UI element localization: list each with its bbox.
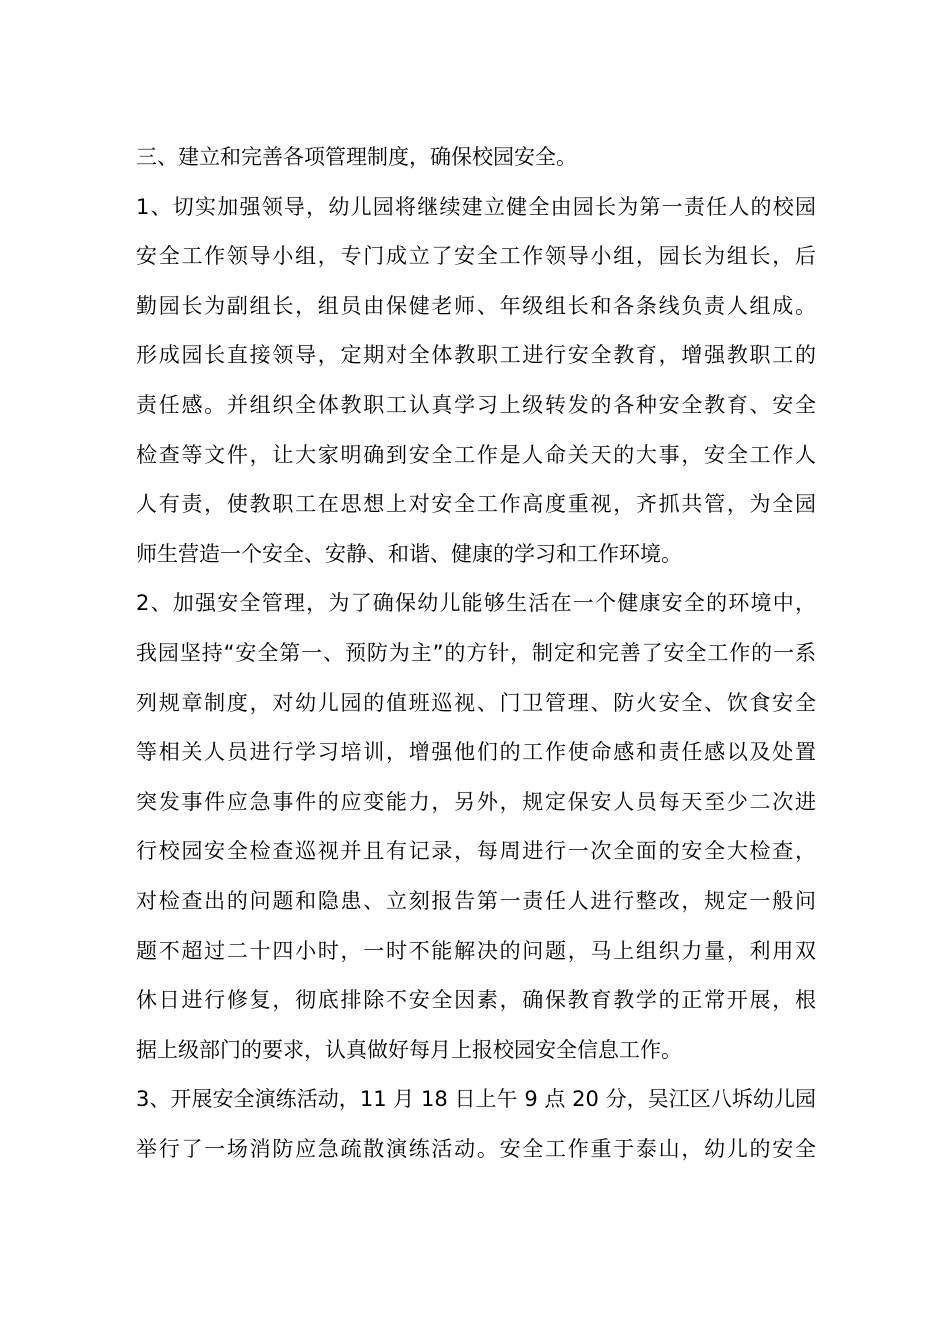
section-heading: 三、建立和完善各项管理制度，确保校园安全。 bbox=[136, 145, 577, 169]
paragraph-line: 等相关人员进行学习培训，增强他们的工作使命感和责任感以及处置 bbox=[136, 740, 816, 765]
paragraph-1 bbox=[136, 187, 816, 584]
paragraph-line: 据上级部门的要求，认真做好每月上报校园安全信息工作。 bbox=[136, 1037, 682, 1062]
paragraph-line: 形成园长直接领导，定期对全体教职工进行安全教育，增强教职工的 bbox=[136, 343, 816, 368]
paragraph-line: 突发事件应急事件的应变能力，另外，规定保安人员每天至少二次进 bbox=[136, 789, 816, 814]
paragraph-line: 责任感。并组织全体教职工认真学习上级转发的各种安全教育、安全 bbox=[136, 392, 816, 417]
paragraph-2 bbox=[136, 583, 816, 1079]
document-body bbox=[136, 137, 816, 1178]
paragraph-line: 师生营造一个安全、安静、和谐、健康的学习和工作环境。 bbox=[136, 541, 682, 566]
paragraph-line: 检查等文件，让大家明确到安全工作是人命关天的大事，安全工作人 bbox=[136, 442, 816, 467]
paragraph-line: 列规章制度，对幼儿园的值班巡视、门卫管理、防火安全、饮食安全 bbox=[136, 690, 816, 715]
paragraph-3 bbox=[136, 1079, 816, 1178]
paragraph-line: 人有责，使教职工在思想上对安全工作高度重视，齐抓共管，为全园 bbox=[136, 492, 816, 517]
paragraph-line: 1、切实加强领导，幼儿园将继续建立健全由园长为第一责任人的校园 bbox=[136, 194, 816, 219]
paragraph-line: 安全工作领导小组，专门成立了安全工作领导小组，园长为组长，后 bbox=[136, 244, 816, 269]
paragraph-line: 举行了一场消防应急疏散演练活动。安全工作重于泰山，幼儿的安全 bbox=[136, 1136, 816, 1161]
paragraph-line: 对检查出的问题和隐患、立刻报告第一责任人进行整改，规定一般问 bbox=[136, 888, 816, 913]
paragraph-line: 休日进行修复，彻底排除不安全因素，确保教育教学的正常开展，根 bbox=[136, 988, 816, 1013]
paragraph-line: 3、开展安全演练活动，11 月 18 日上午 9 点 20 分，吴江区八坼幼儿园 bbox=[136, 1087, 816, 1112]
paragraph-line: 行校园安全检查巡视并且有记录，每周进行一次全面的安全大检查， bbox=[136, 839, 816, 864]
paragraph-line: 勤园长为副组长，组员由保健老师、年级组长和各条线负责人组成。 bbox=[136, 293, 816, 318]
paragraph-line: 题不超过二十四小时，一时不能解决的问题，马上组织力量，利用双 bbox=[136, 938, 816, 963]
paragraph-line: 2、加强安全管理，为了确保幼儿能够生活在一个健康安全的环境中， bbox=[136, 591, 816, 616]
paragraph-line: 我园坚持“安全第一、预防为主”的方针，制定和完善了安全工作的一系 bbox=[136, 640, 816, 665]
